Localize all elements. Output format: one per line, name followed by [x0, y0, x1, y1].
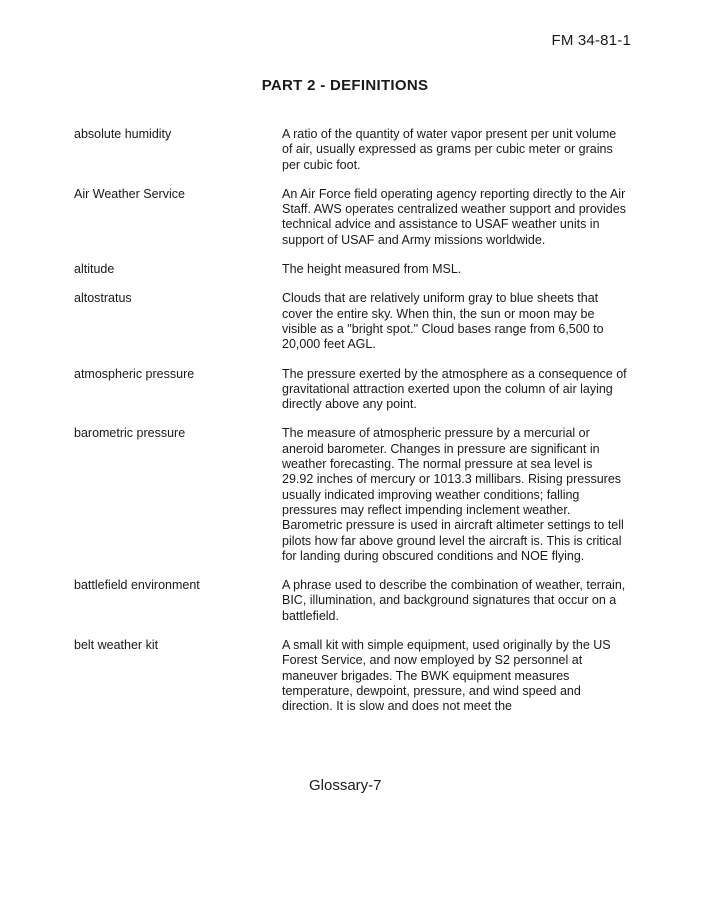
- definition-entry: [74, 262, 634, 277]
- part-title: PART 2 - DEFINITIONS: [261, 77, 429, 94]
- definition-text: An Air Force field operating agency reporting directly to the Air Staff. AWS operates centralized weather support and provides technical advice and assistance to USAF weather units in support of USAF and Army missions worldwide.: [282, 186, 626, 247]
- term: altostratus: [74, 291, 132, 306]
- definition-entry: [74, 578, 634, 624]
- definition-text: The pressure exerted by the atmosphere as a consequence of gravitational attraction exerted upon the column of air laying directly above any point.: [282, 366, 627, 412]
- definition-entry: [74, 187, 634, 248]
- document-id: FM 34-81-1: [551, 32, 631, 49]
- definition-text: A phrase used to describe the combination of weather, terrain, BIC, illumination, and background signatures that occur on a battlefield.: [282, 578, 626, 623]
- definition-entry: [74, 127, 634, 173]
- term: belt weather kit: [74, 638, 159, 653]
- definition-text: The height measured from MSL.: [282, 262, 462, 277]
- definition-text: A ratio of the quantity of water vapor present per unit volume of air, usually expressed as grams per cubic meter or grains per cubic foot.: [282, 127, 617, 172]
- definitions-list: [74, 127, 634, 729]
- definition-entry: [74, 426, 634, 564]
- term: barometric pressure: [74, 426, 186, 441]
- term: absolute humidity: [74, 127, 172, 141]
- term: Air Weather Service: [74, 186, 185, 201]
- definition-text: A small kit with simple equipment, used originally by the US Forest Service, and now employed by S2 personnel at maneuver brigades. The BWK equipment measures temperature, dewpoint, pressure, and wind speed and direction. It is slow and does not meet the: [282, 638, 611, 714]
- definition-entry: [74, 291, 634, 352]
- definition-entry: [74, 367, 634, 413]
- page-number: Glossary-7: [309, 777, 382, 794]
- definition-text: Clouds that are relatively uniform gray to blue sheets that cover the entire sky. When thin, the sun or moon may be visible as a "bright spot." Cloud bases range from 6,500 to 20,000 feet AGL.: [282, 291, 604, 352]
- definition-entry: [74, 638, 634, 714]
- term: atmospheric pressure: [74, 366, 195, 381]
- term: battlefield environment: [74, 578, 200, 593]
- definition-text: The measure of atmospheric pressure by a mercurial or aneroid barometer. Changes in pressure are significant in weather forecasting. The normal pressure at sea level is 29.92 inches of mercury or 1013.3 millibars. Rising pressures usually indicated improving weather conditions; falling pressures may reflect impending inclement weather. Barometric pressure is used in aircraft altimeter settings to tell pilots how far above ground level the aircraft is. This is critical for landing during obscured conditions and NOE flying.: [282, 426, 624, 563]
- term: altitude: [74, 262, 115, 277]
